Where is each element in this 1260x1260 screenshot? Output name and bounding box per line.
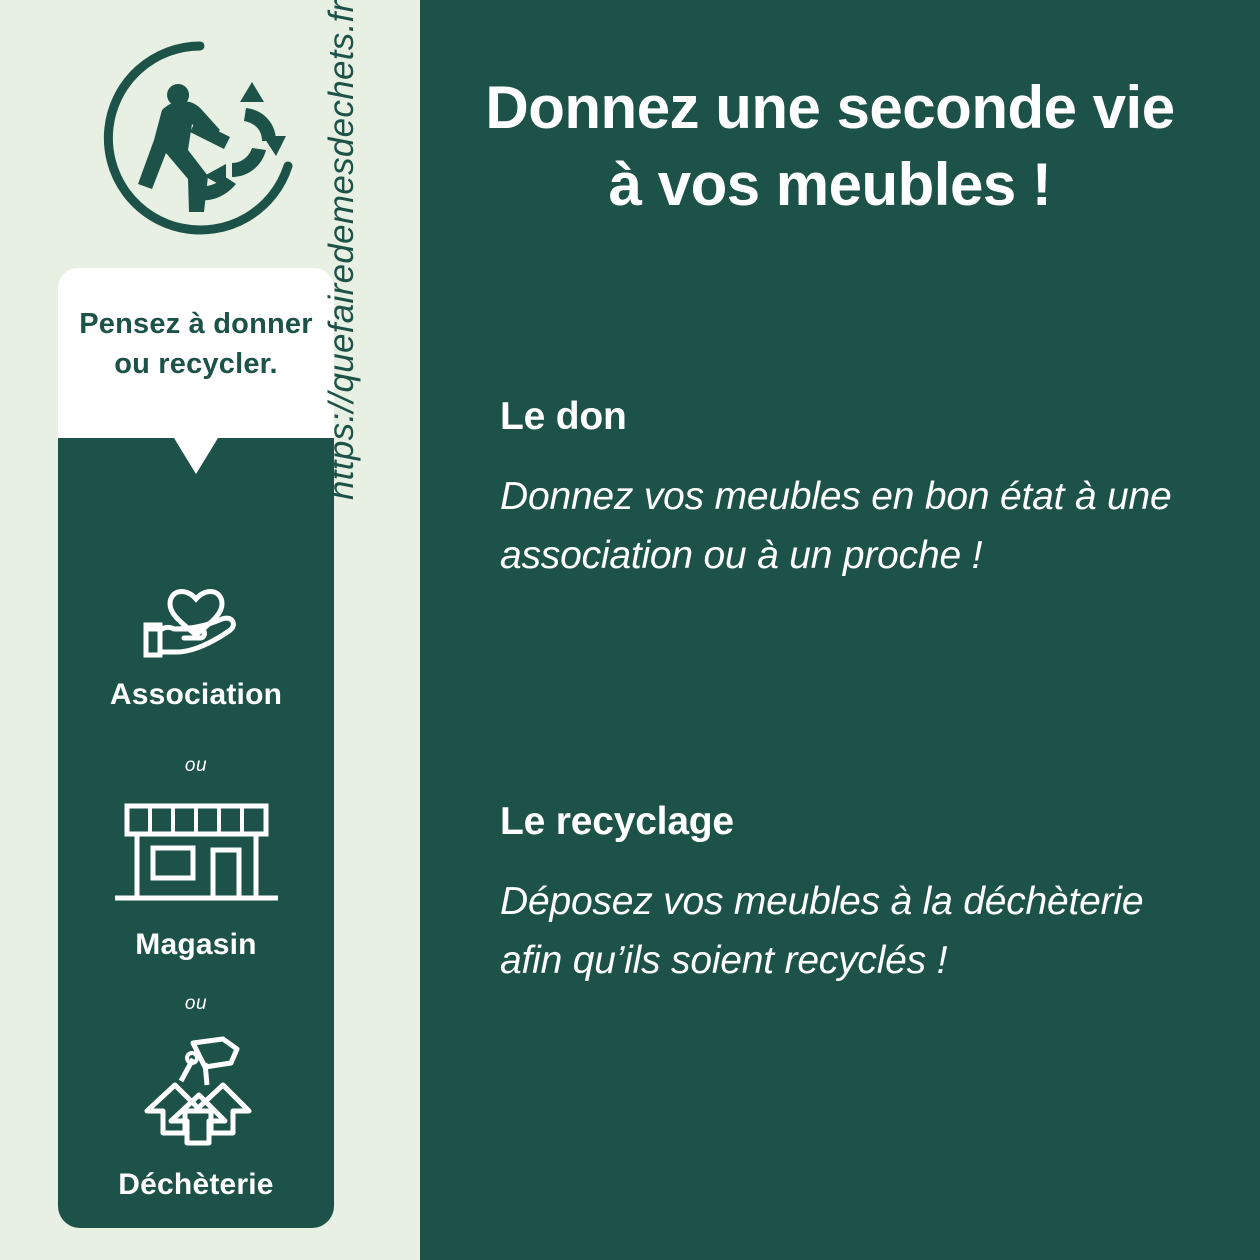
section-body: Donnez vos meubles en bon état à une association ou à un proche !: [500, 475, 1172, 578]
step-label: Déchèterie: [118, 1168, 274, 1201]
website-url[interactable]: https://quefairedemesdechets.fr: [322, 0, 361, 500]
step-decheterie: [58, 1033, 334, 1202]
headline-line-2: à vos meubles !: [608, 150, 1052, 218]
step-separator: ou: [184, 755, 208, 776]
left-panel: [0, 0, 420, 1260]
section-le-don: [500, 395, 1205, 586]
step-magasin: [58, 798, 334, 962]
step-label: Magasin: [135, 928, 257, 961]
step-association: [58, 553, 334, 712]
callout-text: Pensez à donner ou recycler.: [79, 308, 313, 381]
section-body: Déposez vos meubles à la déchèterie afin qu’ils soient recyclés !: [500, 880, 1144, 983]
section-title: Le recyclage: [500, 800, 734, 843]
section-le-recyclage: [500, 800, 1205, 991]
section-title: Le don: [500, 395, 627, 438]
hand-heart-icon: [58, 553, 334, 668]
right-panel: [420, 0, 1260, 1260]
headline-line-1: Donnez une seconde vie: [485, 74, 1175, 141]
step-label: Association: [109, 678, 283, 711]
shop-icon: [58, 798, 334, 918]
page-title: [440, 70, 1220, 224]
recycling-person-icon: [100, 38, 300, 238]
recycling-center-icon: [58, 1033, 334, 1158]
steps-column: [58, 268, 334, 1228]
callout-card: [58, 268, 334, 498]
step-separator: ou: [184, 993, 208, 1014]
